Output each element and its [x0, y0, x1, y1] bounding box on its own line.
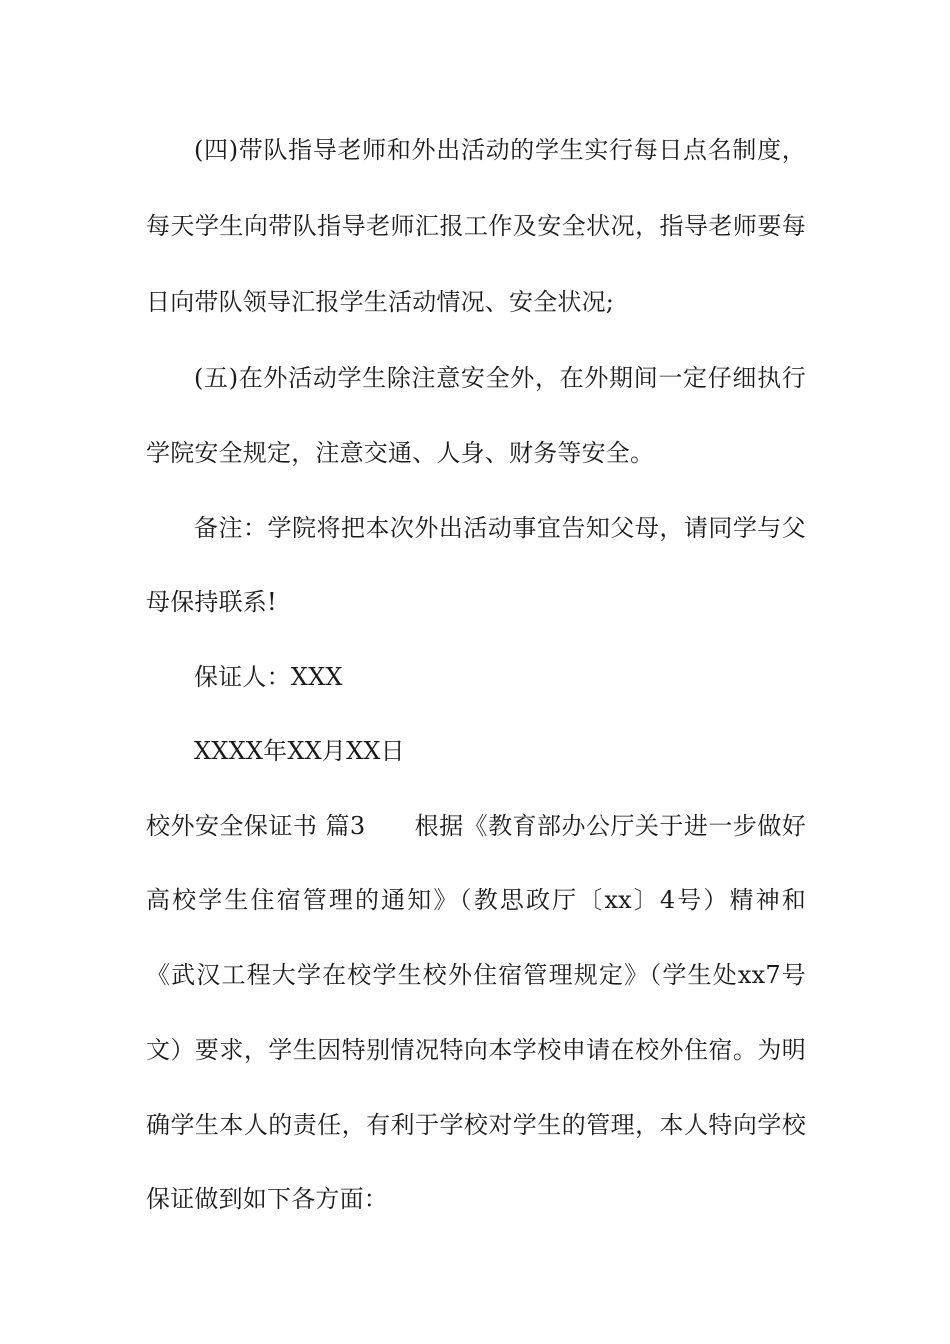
- section-3-line-4: 文）要求，学生因特别情况特向本学校申请在校外住宿。为明: [146, 1036, 806, 1064]
- paragraph-item-4-line-1: (四)带队指导老师和外出活动的学生实行每日点名制度，: [194, 136, 806, 164]
- remark-line-2: 母保持联系!: [146, 588, 277, 616]
- date-line: XXXX年XX月XX日: [194, 737, 405, 765]
- section-3-line-6: 保证做到如下各方面：: [146, 1185, 388, 1213]
- remark-line-1: 备注：学院将把本次外出活动事宜告知父母，请同学与父: [194, 514, 806, 542]
- section-3-line-1: 校外安全保证书 篇3 根据《教育部办公厅关于进一步做好: [146, 812, 806, 840]
- guarantor-line: 保证人：XXX: [194, 663, 343, 691]
- section-3-line-2: 高校学生住宿管理的通知》（教思政厅〔xx〕4号）精神和: [146, 886, 806, 914]
- paragraph-item-4-line-3: 日向带队领导汇报学生活动情况、安全状况;: [146, 288, 615, 316]
- paragraph-item-5-line-1: (五)在外活动学生除注意安全外，在外期间一定仔细执行: [194, 364, 806, 392]
- paragraph-item-4-line-2: 每天学生向带队指导老师汇报工作及安全状况，指导老师要每: [146, 212, 806, 240]
- section-3-line-3: 《武汉工程大学在校学生校外住宿管理规定》（学生处xx7号: [146, 961, 806, 989]
- section-3-line-5: 确学生本人的责任，有利于学校对学生的管理，本人特向学校: [146, 1111, 806, 1139]
- paragraph-item-5-line-2: 学院安全规定，注意交通、人身、财务等安全。: [146, 439, 655, 467]
